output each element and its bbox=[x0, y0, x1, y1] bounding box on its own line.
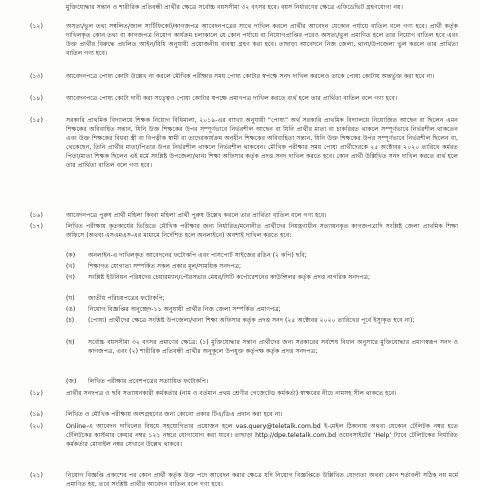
sub-list-item bbox=[66, 338, 458, 376]
list-item bbox=[0, 3, 480, 21]
list-item bbox=[0, 422, 480, 470]
item-text: আবেদনপত্রে পুরুষ প্রার্থী মহিলা কিংবা মহিলা প্রার্থী পুরুষ উল্লেখ করলে তার প্রার্থিতা বাতিল বলে গণ্য হবে। bbox=[66, 212, 327, 219]
sub-list-item bbox=[66, 377, 458, 387]
item-text: মুক্তিযোদ্ধার সন্তান ও শারীরিক প্রতিবন্ধী প্রার্থীর ক্ষেত্রে সর্বোচ্চ বয়সসীমা ৩২ বৎসর হবে। বয়স নির্ধারণের ক্ষেত্রে এফিডেভিট গ্রহণযোগ্য নয়। bbox=[66, 4, 403, 11]
list-item bbox=[0, 116, 480, 210]
list-item bbox=[0, 222, 480, 250]
list-item bbox=[0, 471, 480, 489]
list-item bbox=[0, 72, 480, 92]
sub-list-item bbox=[66, 273, 458, 293]
item-text: Online-এ আবেদন দাখিলের বিষয়ে সহযোগিতার প্রয়োজন হলে vas.query@teletalk.com.bd ই-মেইল ঠিকানায় অথবা যেকোন টেলিটক নম্বর হতে টেলিটকের কাস্টমার কেয়ার নম্বর ১২১ নম্বরে যোগাযোগ করা যাবে। তাছাড়া http://dpe.teletalk.com.bd ওয়েবসাইটের ‘Help’ ট্যাবে টেলিটকের নির্ধারিত কর্মকর্তার মোবাইল নম্বর সেখানে উল্লেখ থাকবে। bbox=[66, 423, 458, 449]
item-text: সরকারি প্রাথমিক বিদ্যালয়ে শিক্ষক নিয়োগ বিধিমালা, ২০১৯-এর ব্যাখ্যা অনুযায়ী “পোষ্য” অর্থ সরকারি প্রাথমিক বিদ্যালয়ে নিয়োজিত আছেন বা ছিলেন এমন শিক্ষকের অবিবাহিত সন্তান, যিনি উক্ত শিক্ষকের উপর সম্পূর্ণভাবে নির্ভরশীল আছেন বা যিনি প্রার্থীর মাতা বা চাকরিরত থাকলে সম্পূর্ণভাবে নির্ভরশীল থাকতেন এবং উক্ত শিক্ষকের বিধবা স্ত্রী বা বিপত্নীক স্বামী বা তাদেরকার্যক্রম অনধীন শিক্ষকের অবিবাহিতা সন্তান, যিনি উক্ত শিক্ষকের উপর সম্পূর্ণভাবে নির্ভরশীল ছিলেন বা, থেকেছেন, তিনি প্রার্থীর মাতা/পিতার উপর নির্ভরশীল থাকলে নির্ভরশীল থাকবেন। মৌখিক পরীক্ষার সময় পোষ্য প্রার্থীদেরকে ২৫ অক্টোবর ২০২০ তারিখে কর্মরত পিতা/মাতা শিক্ষক ছিলেন এই মর্মে সংশ্লিষ্ট উপজেলা/থানা শিক্ষা অফিসার কর্তৃক প্রদত্ত সনদ দাখিল করতে হবে। কোন প্রার্থী উল্লিখিত সনদ দাখিল করতে ব্যর্থ হলে তার প্রার্থিতা বাতিল বলে গণ্য হবে। bbox=[66, 117, 458, 170]
sub-item-text: শিক্ষাগত যোগ্যতা সম্পর্কিত সকল প্রকার মূল/সাময়িক সনদপত্র; bbox=[88, 263, 242, 270]
list-item bbox=[0, 410, 480, 420]
sub-item-letter: (ছ) bbox=[66, 339, 75, 346]
sub-list-item bbox=[66, 316, 458, 336]
item-number: (১৬) bbox=[30, 212, 43, 219]
sub-item-letter: (ক) bbox=[66, 252, 76, 259]
sub-item-text: সর্বোচ্চ বয়সসীমা ৩২ বৎসর প্রমাণের ক্ষেত্রে: (১) মুক্তিযোদ্ধার সন্তান প্রার্থীদের জন্য সরকারের সর্বশেষ বিধান অনুসারে মুক্তিযোদ্ধার প্রমাণস্বরূপ সনদ ও কাগজপত্র, এবং (২) শারীরিক প্রতিবন্ধী প্রার্থীর অনুকূলে উপযুক্ত কর্তৃপক্ষ কর্তৃক প্রদত্ত সনদপত্র; bbox=[88, 339, 458, 356]
item-text: প্রার্থীর সনদপত্র ও ছবি সত্যায়নকারী কর্মকর্তার (নাম ও বর্তমান প্রথম শ্রেণীর গেজেটেড কর্মকর্তা) স্বাক্ষরের নীচে নামসহ সীল থাকতে হবে। bbox=[66, 390, 397, 397]
item-text: নিয়োগ বিজ্ঞপ্তি প্রকাশের পর কোন প্রার্থী কর্তৃক উক্ত পদে আবেদন করার ক্ষেত্রে যদি নিয়োগ বিজ্ঞপ্তিতে উল্লিখিত যোগ্যতা অথবা কোন শর্তাবলী সঠিক নয় মর্মে প্রমাণিত হয়, তবে সংশ্লিষ্ট প্রার্থীর আবেদন বাতিল বলে গণ্য হবে। bbox=[66, 472, 458, 489]
item-number: (১৫) bbox=[30, 117, 43, 124]
list-item bbox=[0, 94, 480, 114]
item-text: লিখিত ও মৌখিক পরীক্ষায় অংশগ্রহণের জন্য কোনো প্রকার টিএ/ডিএ প্রদান করা হবে না। bbox=[66, 411, 283, 418]
list-item bbox=[0, 22, 480, 70]
sub-item-text: লিখিত পরীক্ষার প্রবেশপত্রের সত্যায়িত ফটোকপি। bbox=[88, 378, 209, 385]
item-number: (১২) bbox=[30, 23, 43, 30]
sub-item-text: সংশ্লিষ্ট ইউনিয়ন পরিষদের চেয়ারম্যান/পৌরসভার মেয়র/সিটি কর্পোরেশনের কাউন্সিলর কর্তৃক প্রদত্ত নাগরিক সনদপত্র; bbox=[88, 274, 371, 281]
item-number: (১৩) bbox=[30, 73, 43, 80]
sub-item-letter: (ঘ) bbox=[66, 295, 75, 302]
item-text: আবেদনপত্রে পোষ্য কোটা দাবী করা সত্ত্বেও পোষ্য কোটার স্বপক্ষে প্রমাণপত্র দাখিল করতে ব্যর্থ হলে তার প্রার্থিতা বাতিল বলে গণ্য হবে। bbox=[66, 95, 398, 102]
list-item bbox=[0, 389, 480, 409]
sub-item-text: অনলাইন-এ দাখিলকৃত আবেদনের ফটোকপি এবং পাসপোর্ট সাইজের রঙিন (২ কপি) ছবি; bbox=[88, 252, 307, 259]
item-number: (১৭) bbox=[30, 223, 43, 230]
item-text: অসত্য/ভুল তথ্য সম্বলিত/জাল সার্টিফিকেট/কাগজপত্র আবেদনপত্রের সাথে দাখিল করলে প্রার্থীর আবেদন যেকোন পর্যায়ে বাতিল বলে গণ্য হবে। প্রার্থী কর্তৃক দাখিলকৃত কোন তথ্য বা কাগজপত্র নিয়োগ কার্যক্রম চলাকালে যে কোন পর্যায়ে বা নিয়োগপ্রাপ্তির পরেও অসত্য/ভুল প্রমাণিত হলে তার নিয়োগ বাতিল হবে এবং উক্ত প্রার্থীর বিরুদ্ধে প্রচলিত আইন/বিধি অনুযায়ী প্রয়োজনীয় ব্যবস্থা গ্রহণ করা হবে। তাছাড়া আবেদনে নিজ জেলা, থানা/উপজেলা ভুল করলে তার প্রার্থিতা বাতিল গণ্য হবে। bbox=[66, 23, 458, 58]
item-number: (১৮) bbox=[30, 390, 43, 397]
sub-item-letter: (চ) bbox=[66, 317, 75, 324]
sub-item-letter: (গ) bbox=[66, 274, 75, 281]
item-number: (১৪) bbox=[30, 95, 43, 102]
item-text: আবেদনপত্রে পোষ্য কোটা উল্লেখ না করলে মৌখিক পরীক্ষার সময় পোষ্য কোটার স্বপক্ষে সনদ দাখিল করলেও তাকে পোষ্য কোটায় অন্তর্ভুক্ত করা হবে না। bbox=[66, 73, 435, 80]
sub-list-item bbox=[66, 251, 458, 261]
list-item bbox=[0, 211, 480, 221]
sub-item-text: নিয়োগ বিজ্ঞপ্তির অনুচ্ছেদ-১১ অনুযায়ী প্রার্থীর নিজ জেলা সম্পর্কিত প্রমাণপত্র; bbox=[88, 306, 281, 313]
sub-list-item bbox=[66, 262, 458, 272]
sub-item-text: (পোষ্য) প্রার্থীদের ক্ষেত্রে সংশ্লিষ্ট উপজেলা/থানা শিক্ষা অফিসার কর্তৃক প্রদত্ত সনদ (২৫ অক্টোবর ২০২০ তারিখের পূর্বে ইস্যুকৃত হবে না); bbox=[88, 317, 415, 324]
item-number: (১৯) bbox=[30, 411, 43, 418]
sub-list-item bbox=[66, 305, 458, 315]
sub-item-letter: (জ) bbox=[66, 378, 77, 385]
sub-item-letter: (ঙ) bbox=[66, 306, 76, 313]
item-number: (২১) bbox=[30, 472, 43, 479]
sub-list-item bbox=[66, 294, 458, 304]
item-text: লিখিত পরীক্ষায় কৃতকার্যের ভিত্তিতে মৌখিক পরীক্ষার জন্য নির্ধারিত/মনোনীত প্রার্থীদের নিয়ন্ত্রণাধীন সত্যায়নকৃত কাগজপত্রাদি সংশ্লিষ্ট জেলা প্রাথমিক শিক্ষা অফিসে (অথবা এসএমএস-এর মাধ্যমে নির্দেশিত হলে অনলাইনে) অবশ্যই দাখিল করতে হবে: bbox=[66, 223, 458, 240]
sub-item-text: জাতীয় পরিচয়পত্রের ফটোকপি; bbox=[88, 295, 165, 302]
sub-item-letter: (খ) bbox=[66, 263, 75, 270]
item-number: (২০) bbox=[30, 423, 43, 430]
